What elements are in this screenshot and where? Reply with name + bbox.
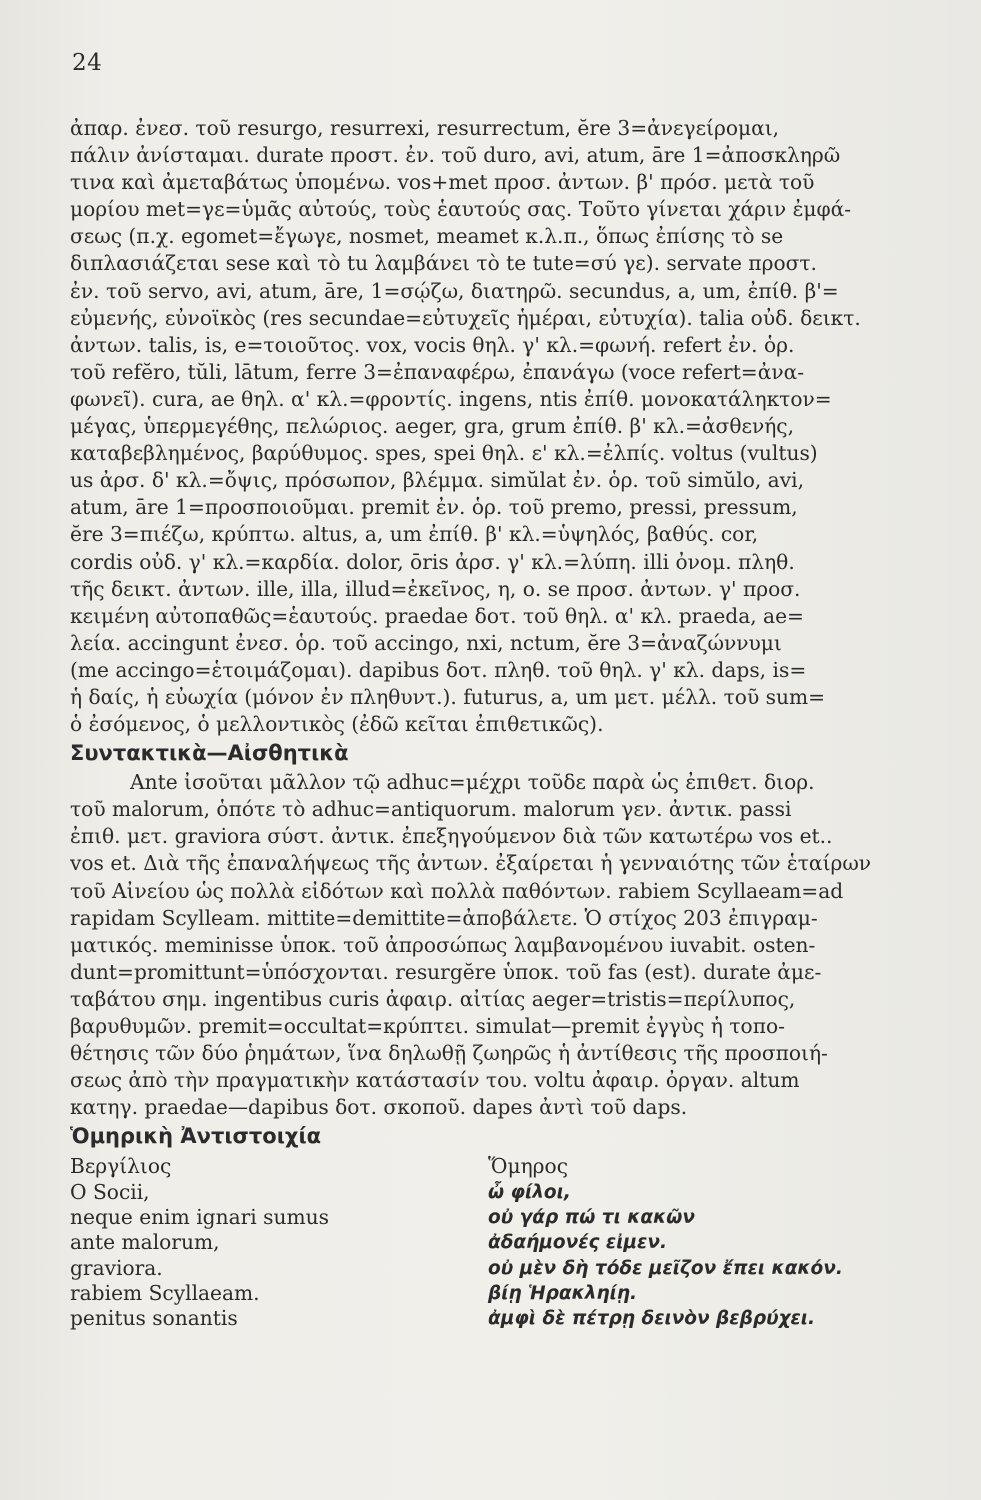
correspondence-row <box>70 1205 976 1230</box>
text-line: λεία. accingunt ἐνεσ. ὁρ. τοῦ accingo, nxi, nctum, ĕre 3=ἀναζώννυμι <box>70 630 782 655</box>
greek-phrase: ἀμφὶ δὲ πέτρῃ δεινὸν βεβρύχει. <box>488 1308 816 1330</box>
text-line: καταβεβλημένος, βαρύθυμος. spes, spei θηλ. ε' κλ.=ἐλπίς. voltus (vultus) <box>70 441 818 466</box>
latin-phrase: Βεργίλιος <box>70 1154 172 1179</box>
latin-phrase: rabiem Scyllaeam. <box>70 1280 260 1305</box>
correspondence-row <box>70 1180 976 1205</box>
text-line: τοῦ Αἰνείου ὡς πολλὰ εἰδότων καὶ πολλὰ παθόντων. rabiem Scyllaeam=ad <box>70 878 844 903</box>
text-line: ἐν. τοῦ servo, avi, atum, āre, 1=σῴζω, διατηρῶ. secundus, a, um, ἐπίθ. β'= <box>70 278 839 303</box>
text-line: βαρυθυμῶν. premit=occultat=κρύπτει. simulat—premit ἐγγὺς ἡ τοπο- <box>70 1014 785 1038</box>
latin-phrase: neque enim ignari sumus <box>70 1204 330 1229</box>
latin-phrase: O Socii, <box>70 1179 150 1204</box>
correspondence-row <box>70 1281 976 1306</box>
text-line: τοῦ malorum, ὁπότε τὸ adhuc=antiquorum. malorum γεν. ἀντικ. passi <box>70 797 792 822</box>
text-line: μορίου met=γε=ὑμᾶς αὐτούς, τοὺς ἑαυτούς σας. Τοῦτο γίνεται χάριν ἐμφά- <box>70 197 852 222</box>
syntax-heading: Συντακτικὰ—Αἰσθητικὰ <box>70 741 349 766</box>
correspondence-row <box>70 1256 976 1281</box>
text-line: διπλασιάζεται sese καὶ τὸ tu λαμβάνει τὸ te tute=σύ γε). servate προστ. <box>70 251 817 276</box>
vocabulary-notes <box>70 115 976 738</box>
latin-phrase: graviora. <box>70 1255 163 1280</box>
text-line: dunt=promittunt=ὑπόσχονται. resurgĕre ὑποκ. τοῦ fas (est). durate ἀμε- <box>70 959 822 984</box>
text-line: σεως ἀπὸ τὴν πραγματικὴν κατάστασίν του. voltu ἀφαιρ. ὀργαν. altum <box>70 1068 800 1093</box>
text-line: θέτησις τῶν δύο ῥημάτων, ἵνα δηλωθῇ ζωηρῶς ἡ ἀντίθεσις τῆς προσποιή- <box>70 1041 828 1066</box>
correspondence-row <box>70 1306 976 1331</box>
homeric-correspondence-table <box>70 1154 976 1331</box>
latin-phrase: penitus sonantis <box>70 1306 238 1331</box>
text-line: σεως (π.χ. egomet=ἔγωγε, nosmet, meamet κ.λ.π., ὅπως ἐπίσης τὸ se <box>70 224 784 249</box>
correspondence-row <box>70 1230 976 1255</box>
text-line: κατηγ. praedae—dapibus δοτ. σκοποῦ. dapes ἀντὶ τοῦ daps. <box>70 1095 688 1120</box>
latin-phrase: ante malorum, <box>70 1230 220 1255</box>
text-line: cordis οὐδ. γ' κλ.=καρδία. dolor, ōris ἀρσ. γ' κλ.=λύπη. illi ὀνομ. πληθ. <box>70 549 795 574</box>
text-line: εὐμενής, εὐνοϊκὸς (res secundae=εὐτυχεῖς ἡμέραι, εὐτυχία). talia οὐδ. δεικτ. <box>70 305 861 330</box>
text-line: τοῦ refĕro, tŭli, lātum, ferre 3=ἐπαναφέρω, ἐπανάγω (voce refert=ἀνα- <box>70 359 805 384</box>
text-line: us ἀρσ. δ' κλ.=ὄψις, πρόσωπον, βλέμμα. simŭlat ἐν. ὁρ. τοῦ simŭlo, avi, <box>70 468 804 493</box>
homeric-heading: Ὁμηρικὴ Ἀντιστοιχία <box>70 1124 322 1149</box>
text-line: ĕre 3=πιέζω, κρύπτω. altus, a, um ἐπίθ. β' κλ.=ὑψηλός, βαθύς. cor, <box>70 522 759 547</box>
text-line: ἡ δαίς, ἡ εὐωχία (μόνον ἐν πληθυντ.). futurus, a, um μετ. μέλλ. τοῦ sum= <box>70 684 826 709</box>
page-number: 24 <box>72 50 103 76</box>
text-line: τῆς δεικτ. ἀντων. ille, illa, illud=ἐκεῖνος, η, ο. se προσ. ἀντων. γ' προσ. <box>70 576 801 601</box>
text-line: rapidam Scylleam. mittite=demittite=ἀποβάλετε. Ὁ στίχος 203 ἐπιγραμ- <box>70 905 818 930</box>
text-line: ταβάτου σημ. ingentibus curis ἀφαιρ. αἰτίας aeger=tristis=περίλυπος, <box>70 986 796 1011</box>
greek-phrase: ἀδαήμονές εἰμεν. <box>488 1232 667 1254</box>
text-line: ἀντων. talis, is, e=τοιοῦτος. vox, vocis θηλ. γ' κλ.=φωνή. refert ἐν. ὁρ. <box>70 332 795 357</box>
greek-phrase: ὦ φίλοι, <box>488 1181 571 1203</box>
greek-phrase: οὐ μὲν δὴ τόδε μεῖζον ἔπει κακόν. <box>488 1257 843 1279</box>
text-line: κειμένη αὐτοπαθῶς=ἑαυτούς. praedae δοτ. τοῦ θηλ. α' κλ. praeda, ae= <box>70 603 804 628</box>
page-content <box>70 115 976 1331</box>
text-line: ἐπιθ. μετ. graviora σύστ. ἀντικ. ἐπεξηγούμενον διὰ τῶν κατωτέρω vos et.. <box>70 824 833 849</box>
greek-phrase: Ὅμηρος <box>488 1154 569 1179</box>
text-line: ἀπαρ. ἐνεσ. τοῦ resurgo, resurrexi, resurrectum, ĕre 3=ἀνεγείρομαι, <box>70 116 780 140</box>
greek-phrase: οὐ γάρ πώ τι κακῶν <box>488 1206 695 1228</box>
text-line: πάλιν ἀνίσταμαι. durate προστ. ἐν. τοῦ duro, avi, atum, āre 1=ἀποσκληρῶ <box>70 143 841 168</box>
text-line: (me accingo=ἑτοιμάζομαι). dapibus δοτ. πληθ. τοῦ θηλ. γ' κλ. daps, is= <box>70 657 807 682</box>
greek-phrase: βίῃ Ἡρακληίῃ. <box>488 1282 638 1304</box>
syntax-notes <box>70 769 976 1121</box>
text-line: atum, āre 1=προσποιοῦμαι. premit ἐν. ὁρ. τοῦ premo, pressi, pressum, <box>70 495 798 520</box>
text-line: vos et. Διὰ τῆς ἐπαναλήψεως τῆς ἀντων. ἐξαίρεται ἡ γενναιότης τῶν ἑταίρων <box>70 851 872 876</box>
text-line: Ante ἰσοῦται μᾶλλον τῷ adhuc=μέχρι τοῦδε παρὰ ὡς ἐπιθετ. διορ. <box>130 770 815 795</box>
text-line: τινα καὶ ἀμεταβάτως ὑπομένω. vos+met προσ. ἀντων. β' πρόσ. μετὰ τοῦ <box>70 170 815 195</box>
correspondence-row <box>70 1154 976 1179</box>
text-line: ματικός. meminisse ὑποκ. τοῦ ἀπροσώπως λαμβανομένου iuvabit. osten- <box>70 932 816 957</box>
text-line: μέγας, ὑπερμεγέθης, πελώριος. aeger, gra, grum ἐπίθ. β' κλ.=ἀσθενής, <box>70 414 795 439</box>
text-line: ὁ ἐσόμενος, ὁ μελλοντικὸς (ἐδῶ κεῖται ἐπιθετικῶς). <box>70 712 604 737</box>
text-line: φωνεῖ). cura, ae θηλ. α' κλ.=φροντίς. ingens, ntis ἐπίθ. μονοκατάληκτον= <box>70 386 832 411</box>
